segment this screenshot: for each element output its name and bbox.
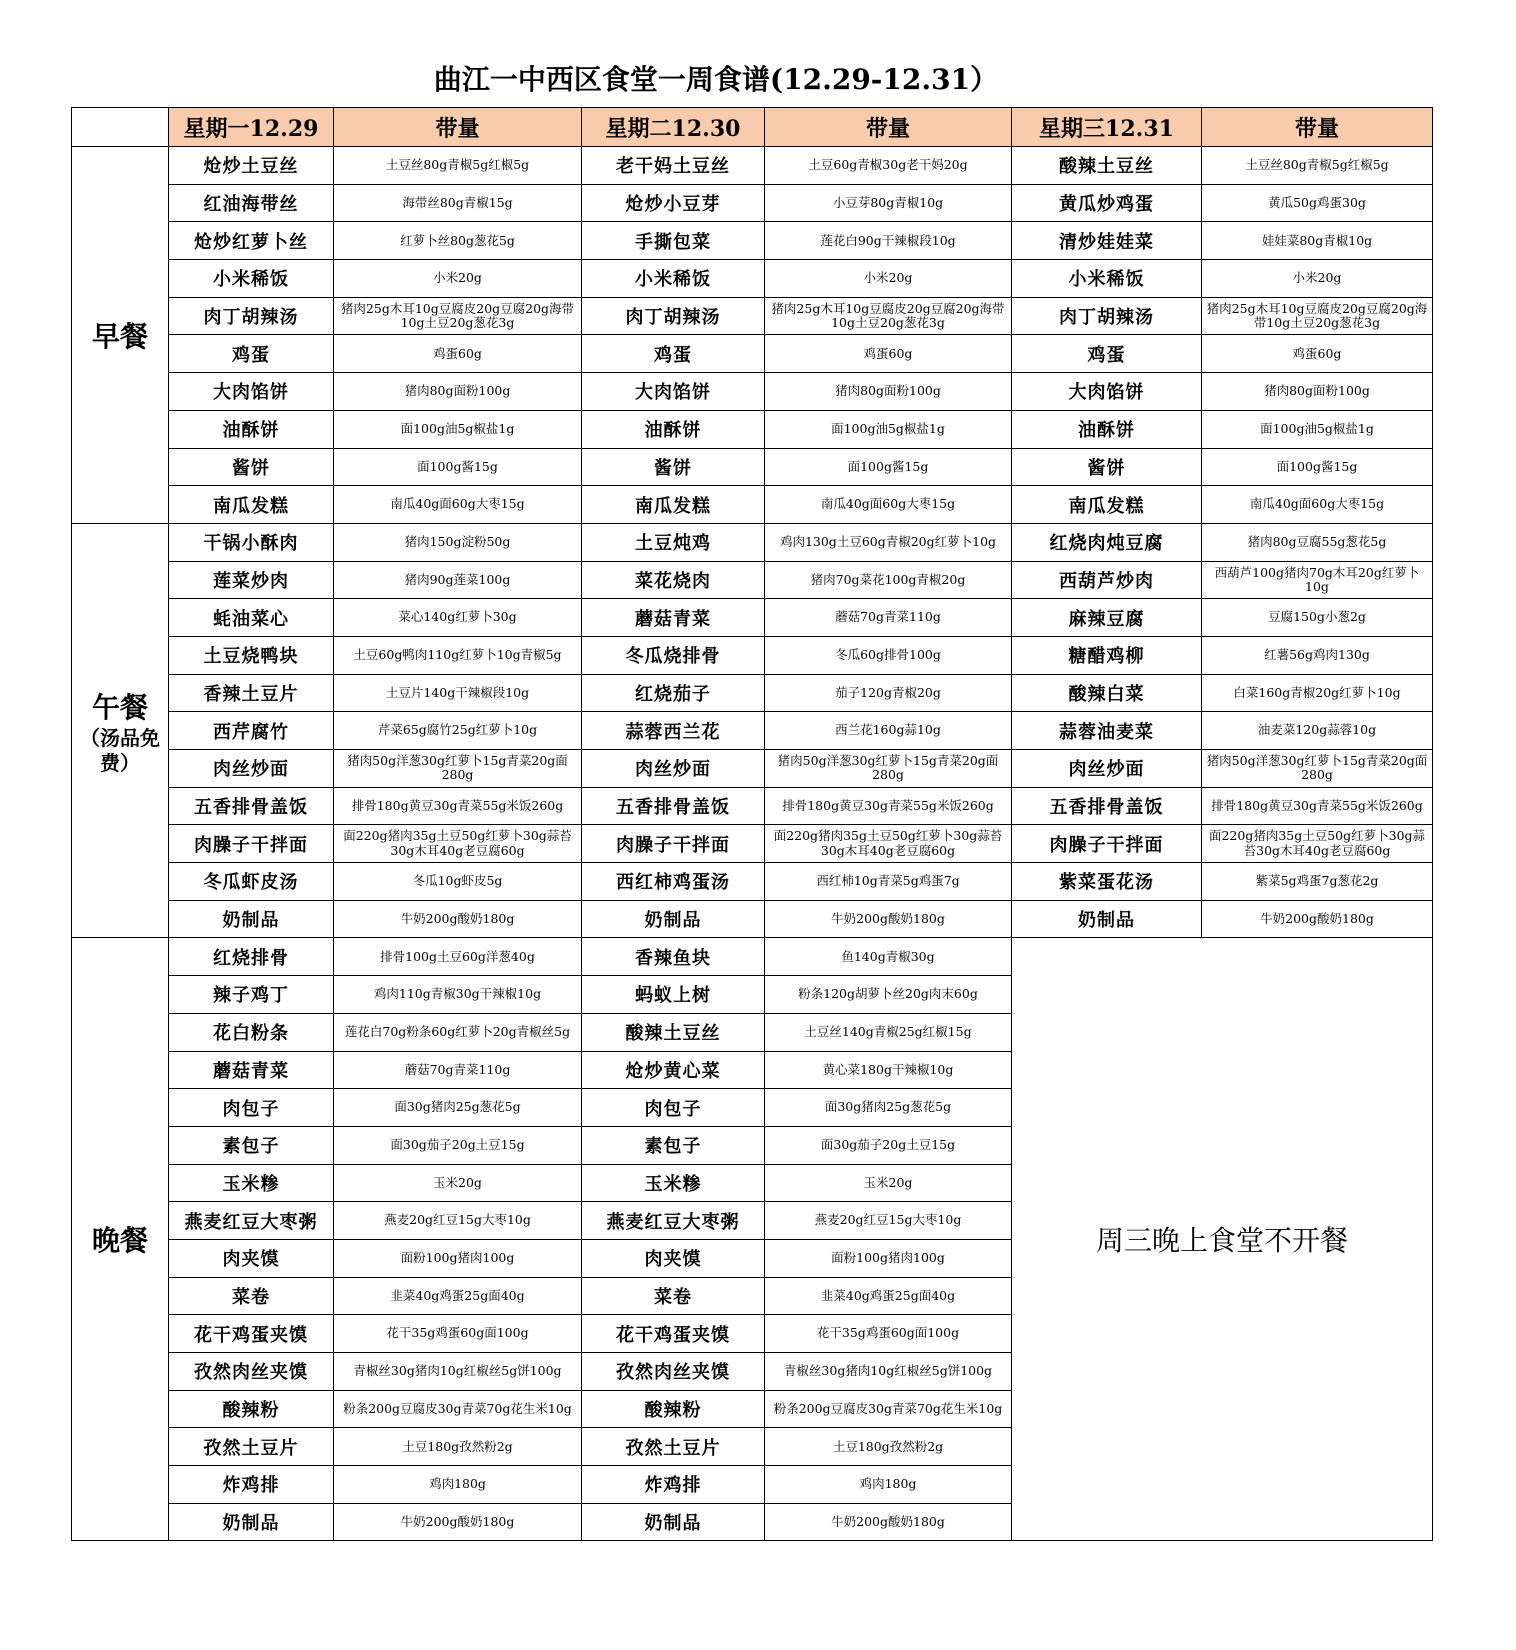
dish-quantity: 牛奶200g酸奶180g xyxy=(334,900,582,938)
dish-name: 奶制品 xyxy=(169,1503,334,1541)
dish-name: 小米稀饭 xyxy=(582,260,765,298)
dish-name: 炝炒黄心菜 xyxy=(582,1051,765,1089)
dish-name: 鸡蛋 xyxy=(582,335,765,373)
dish-quantity: 猪肉150g淀粉50g xyxy=(334,523,582,561)
dish-name: 糖醋鸡柳 xyxy=(1012,636,1202,674)
dish-quantity: 花干35g鸡蛋60g面100g xyxy=(334,1315,582,1353)
dish-name: 酸辣粉 xyxy=(169,1390,334,1428)
dish-quantity: 玉米20g xyxy=(765,1164,1012,1202)
dish-quantity: 猪肉80g面粉100g xyxy=(1202,373,1433,411)
dish-name: 西葫芦炒肉 xyxy=(1012,561,1202,599)
dish-quantity: 面粉100g猪肉100g xyxy=(765,1239,1012,1277)
dish-name: 鸡蛋 xyxy=(169,335,334,373)
dish-name: 燕麦红豆大枣粥 xyxy=(582,1202,765,1240)
quantity-header: 带量 xyxy=(765,108,1012,147)
lunch-meal-label xyxy=(72,523,169,938)
breakfast-row xyxy=(72,297,1433,335)
day-header: 星期一12.29 xyxy=(169,108,334,147)
dish-name: 老干妈土豆丝 xyxy=(582,147,765,185)
dish-name: 奶制品 xyxy=(582,900,765,938)
dish-name: 肉包子 xyxy=(582,1089,765,1127)
breakfast-row xyxy=(72,147,1433,185)
quantity-header: 带量 xyxy=(334,108,582,147)
dish-quantity: 青椒丝30g猪肉10g红椒丝5g饼100g xyxy=(334,1353,582,1391)
dish-quantity: 花干35g鸡蛋60g面100g xyxy=(765,1315,1012,1353)
dish-quantity: 猪肉80g面粉100g xyxy=(765,373,1012,411)
dish-quantity: 土豆180g孜然粉2g xyxy=(765,1428,1012,1466)
dish-name: 小米稀饭 xyxy=(1012,260,1202,298)
dish-name: 小米稀饭 xyxy=(169,260,334,298)
dish-name: 干锅小酥肉 xyxy=(169,523,334,561)
dish-quantity: 猪肉50g洋葱30g红萝卜15g青菜20g面280g xyxy=(334,750,582,788)
dish-name: 鸡蛋 xyxy=(1012,335,1202,373)
dish-quantity: 燕麦20g红豆15g大枣10g xyxy=(765,1202,1012,1240)
dish-quantity: 土豆丝140g青椒25g红椒15g xyxy=(765,1013,1012,1051)
dish-quantity: 面30g猪肉25g葱花5g xyxy=(334,1089,582,1127)
dish-quantity: 菜心140g红萝卜30g xyxy=(334,599,582,637)
dish-name: 孜然土豆片 xyxy=(582,1428,765,1466)
dish-name: 大肉馅饼 xyxy=(582,373,765,411)
dish-quantity: 土豆180g孜然粉2g xyxy=(334,1428,582,1466)
dinner-meal-label xyxy=(72,938,169,1541)
dish-name: 红烧茄子 xyxy=(582,674,765,712)
dish-name: 油酥饼 xyxy=(169,410,334,448)
dish-name: 炸鸡排 xyxy=(582,1466,765,1504)
dish-name: 花白粉条 xyxy=(169,1013,334,1051)
lunch-row xyxy=(72,636,1433,674)
dish-quantity: 猪肉25g木耳10g豆腐皮20g豆腐20g海带10g土豆20g葱花3g xyxy=(765,297,1012,335)
dish-name: 素包子 xyxy=(169,1126,334,1164)
dish-quantity: 排骨180g黄豆30g青菜55g米饭260g xyxy=(765,787,1012,825)
day-header: 星期三12.31 xyxy=(1012,108,1202,147)
dish-name: 肉丝炒面 xyxy=(169,750,334,788)
dish-name: 玉米糁 xyxy=(582,1164,765,1202)
dish-name: 孜然肉丝夹馍 xyxy=(169,1353,334,1391)
dish-quantity: 鸡蛋60g xyxy=(1202,335,1433,373)
dish-quantity: 土豆60g青椒30g老干妈20g xyxy=(765,147,1012,185)
lunch-row xyxy=(72,674,1433,712)
lunch-row xyxy=(72,787,1433,825)
dish-quantity: 油麦菜120g蒜蓉10g xyxy=(1202,712,1433,750)
dish-name: 菜卷 xyxy=(582,1277,765,1315)
lunch-row xyxy=(72,561,1433,599)
lunch-note: （汤品免费） xyxy=(80,725,160,775)
dish-quantity: 鸡肉130g土豆60g青椒20g红萝卜10g xyxy=(765,523,1012,561)
dish-quantity: 鸡肉110g青椒30g干辣椒10g xyxy=(334,976,582,1014)
dish-quantity: 芹菜65g腐竹25g红萝卜10g xyxy=(334,712,582,750)
dish-quantity: 土豆丝80g青椒5g红椒5g xyxy=(334,147,582,185)
dish-quantity: 粉条200g豆腐皮30g青菜70g花生米10g xyxy=(334,1390,582,1428)
dish-name: 清炒娃娃菜 xyxy=(1012,222,1202,260)
page-title: 曲江一中西区食堂一周食谱(12.29-12.31） xyxy=(433,63,999,96)
dish-quantity: 青椒丝30g猪肉10g红椒丝5g饼100g xyxy=(765,1353,1012,1391)
lunch-row xyxy=(72,523,1433,561)
breakfast-row xyxy=(72,486,1433,524)
dish-quantity: 南瓜40g面60g大枣15g xyxy=(334,486,582,524)
dish-quantity: 鸡蛋60g xyxy=(765,335,1012,373)
dish-quantity: 面220g猪肉35g土豆50g红萝卜30g蒜苔30g木耳40g老豆腐60g xyxy=(334,825,582,863)
dish-quantity: 小米20g xyxy=(765,260,1012,298)
dish-quantity: 面100g酱15g xyxy=(765,448,1012,486)
dish-name: 蒜蓉油麦菜 xyxy=(1012,712,1202,750)
dish-quantity: 牛奶200g酸奶180g xyxy=(1202,900,1433,938)
dish-name: 土豆烧鸭块 xyxy=(169,636,334,674)
dish-name: 大肉馅饼 xyxy=(169,373,334,411)
dish-quantity: 南瓜40g面60g大枣15g xyxy=(1202,486,1433,524)
dish-name: 肉臊子干拌面 xyxy=(582,825,765,863)
menu-table xyxy=(71,107,1433,1541)
breakfast-meal-label xyxy=(72,147,169,524)
dish-name: 冬瓜虾皮汤 xyxy=(169,863,334,901)
dish-quantity: 排骨180g黄豆30g青菜55g米饭260g xyxy=(1202,787,1433,825)
dish-name: 花干鸡蛋夹馍 xyxy=(582,1315,765,1353)
lunch-row xyxy=(72,863,1433,901)
dish-quantity: 牛奶200g酸奶180g xyxy=(334,1503,582,1541)
lunch-row xyxy=(72,750,1433,788)
dish-name: 炝炒土豆丝 xyxy=(169,147,334,185)
lunch-row xyxy=(72,712,1433,750)
dish-quantity: 小米20g xyxy=(1202,260,1433,298)
dish-quantity: 冬瓜10g虾皮5g xyxy=(334,863,582,901)
dish-quantity: 面220g猪肉35g土豆50g红萝卜30g蒜苔30g木耳40g老豆腐60g xyxy=(1202,825,1433,863)
dish-name: 西红柿鸡蛋汤 xyxy=(582,863,765,901)
dish-name: 香辣鱼块 xyxy=(582,938,765,976)
dish-quantity: 面30g茄子20g土豆15g xyxy=(334,1126,582,1164)
breakfast-label: 早餐 xyxy=(91,319,148,353)
dish-name: 南瓜发糕 xyxy=(169,486,334,524)
breakfast-row xyxy=(72,373,1433,411)
dish-quantity: 小米20g xyxy=(334,260,582,298)
dish-name: 肉丁胡辣汤 xyxy=(1012,297,1202,335)
lunch-row xyxy=(72,599,1433,637)
dish-name: 西芹腐竹 xyxy=(169,712,334,750)
dish-name: 燕麦红豆大枣粥 xyxy=(169,1202,334,1240)
dish-quantity: 猪肉25g木耳10g豆腐皮20g豆腐20g海带10g土豆20g葱花3g xyxy=(1202,297,1433,335)
dish-name: 红烧肉炖豆腐 xyxy=(1012,523,1202,561)
dish-name: 酸辣白菜 xyxy=(1012,674,1202,712)
dish-quantity: 面30g茄子20g土豆15g xyxy=(765,1126,1012,1164)
dish-quantity: 西兰花160g蒜10g xyxy=(765,712,1012,750)
dish-name: 奶制品 xyxy=(1012,900,1202,938)
breakfast-row xyxy=(72,410,1433,448)
dish-name: 肉臊子干拌面 xyxy=(169,825,334,863)
breakfast-row xyxy=(72,184,1433,222)
dish-name: 孜然肉丝夹馍 xyxy=(582,1353,765,1391)
dish-quantity: 紫菜5g鸡蛋7g葱花2g xyxy=(1202,863,1433,901)
dish-quantity: 莲花白90g干辣椒段10g xyxy=(765,222,1012,260)
day-header: 星期二12.30 xyxy=(582,108,765,147)
dish-quantity: 面220g猪肉35g土豆50g红萝卜30g蒜苔30g木耳40g老豆腐60g xyxy=(765,825,1012,863)
dinner-label: 晚餐 xyxy=(91,1224,148,1258)
dish-quantity: 红薯56g鸡肉130g xyxy=(1202,636,1433,674)
dish-quantity: 排骨100g土豆60g洋葱40g xyxy=(334,938,582,976)
dish-quantity: 粉条200g豆腐皮30g青菜70g花生米10g xyxy=(765,1390,1012,1428)
dish-quantity: 冬瓜60g排骨100g xyxy=(765,636,1012,674)
dish-quantity: 西红柿10g青菜5g鸡蛋7g xyxy=(765,863,1012,901)
dish-quantity: 鸡肉180g xyxy=(765,1466,1012,1504)
dish-quantity: 猪肉25g木耳10g豆腐皮20g豆腐20g海带10g土豆20g葱花3g xyxy=(334,297,582,335)
dish-quantity: 红萝卜丝80g葱花5g xyxy=(334,222,582,260)
dish-name: 蘑菇青菜 xyxy=(582,599,765,637)
dish-name: 五香排骨盖饭 xyxy=(582,787,765,825)
dish-name: 蘑菇青菜 xyxy=(169,1051,334,1089)
dish-name: 紫菜蛋花汤 xyxy=(1012,863,1202,901)
dish-name: 酱饼 xyxy=(1012,448,1202,486)
dish-quantity: 娃娃菜80g青椒10g xyxy=(1202,222,1433,260)
dish-name: 肉夹馍 xyxy=(582,1239,765,1277)
dish-name: 冬瓜烧排骨 xyxy=(582,636,765,674)
dish-quantity: 燕麦20g红豆15g大枣10g xyxy=(334,1202,582,1240)
dish-name: 酸辣土豆丝 xyxy=(582,1013,765,1051)
lunch-row xyxy=(72,900,1433,938)
dish-quantity: 面100g油5g椒盐1g xyxy=(1202,410,1433,448)
dish-name: 花干鸡蛋夹馍 xyxy=(169,1315,334,1353)
lunch-row xyxy=(72,825,1433,863)
dish-name: 五香排骨盖饭 xyxy=(1012,787,1202,825)
dish-quantity: 小豆芽80g青椒10g xyxy=(765,184,1012,222)
dish-quantity: 鸡蛋60g xyxy=(334,335,582,373)
dish-quantity: 粉条120g胡萝卜丝20g肉末60g xyxy=(765,976,1012,1014)
closed-notice: 周三晚上食堂不开餐 xyxy=(1012,938,1433,1541)
dish-name: 辣子鸡丁 xyxy=(169,976,334,1014)
dish-name: 红油海带丝 xyxy=(169,184,334,222)
breakfast-row xyxy=(72,260,1433,298)
dish-quantity: 面100g酱15g xyxy=(334,448,582,486)
dish-quantity: 韭菜40g鸡蛋25g面40g xyxy=(765,1277,1012,1315)
dish-quantity: 鸡肉180g xyxy=(334,1466,582,1504)
dish-name: 黄瓜炒鸡蛋 xyxy=(1012,184,1202,222)
dish-name: 肉夹馍 xyxy=(169,1239,334,1277)
dish-name: 肉包子 xyxy=(169,1089,334,1127)
dish-quantity: 土豆丝80g青椒5g红椒5g xyxy=(1202,147,1433,185)
dish-quantity: 猪肉50g洋葱30g红萝卜15g青菜20g面280g xyxy=(765,750,1012,788)
breakfast-row xyxy=(72,448,1433,486)
breakfast-row xyxy=(72,222,1433,260)
dish-quantity: 蘑菇70g青菜110g xyxy=(334,1051,582,1089)
dish-name: 蚂蚁上树 xyxy=(582,976,765,1014)
dish-name: 酸辣粉 xyxy=(582,1390,765,1428)
dish-name: 酸辣土豆丝 xyxy=(1012,147,1202,185)
dish-name: 肉臊子干拌面 xyxy=(1012,825,1202,863)
dish-quantity: 面粉100g猪肉100g xyxy=(334,1239,582,1277)
dish-quantity: 玉米20g xyxy=(334,1164,582,1202)
dish-quantity: 鱼140g青椒30g xyxy=(765,938,1012,976)
dish-name: 油酥饼 xyxy=(1012,410,1202,448)
header-corner-cell xyxy=(72,108,169,147)
dish-name: 莲菜炒肉 xyxy=(169,561,334,599)
dish-name: 孜然土豆片 xyxy=(169,1428,334,1466)
lunch-label: 午餐 xyxy=(91,690,148,724)
dish-quantity: 面100g油5g椒盐1g xyxy=(765,410,1012,448)
dish-quantity: 猪肉50g洋葱30g红萝卜15g青菜20g面280g xyxy=(1202,750,1433,788)
dish-quantity: 猪肉80g面粉100g xyxy=(334,373,582,411)
dish-name: 土豆炖鸡 xyxy=(582,523,765,561)
dish-quantity: 面100g油5g椒盐1g xyxy=(334,410,582,448)
dish-name: 炝炒小豆芽 xyxy=(582,184,765,222)
dish-name: 肉丝炒面 xyxy=(1012,750,1202,788)
dish-name: 香辣土豆片 xyxy=(169,674,334,712)
dish-quantity: 猪肉70g菜花100g青椒20g xyxy=(765,561,1012,599)
dish-name: 玉米糁 xyxy=(169,1164,334,1202)
dish-name: 麻辣豆腐 xyxy=(1012,599,1202,637)
dinner-row xyxy=(72,938,1433,976)
dish-name: 酱饼 xyxy=(169,448,334,486)
dish-name: 炸鸡排 xyxy=(169,1466,334,1504)
dish-name: 奶制品 xyxy=(582,1503,765,1541)
dish-quantity: 猪肉90g莲菜100g xyxy=(334,561,582,599)
dish-name: 手撕包菜 xyxy=(582,222,765,260)
dish-quantity: 土豆60g鸭肉110g红萝卜10g青椒5g xyxy=(334,636,582,674)
dish-name: 大肉馅饼 xyxy=(1012,373,1202,411)
dish-name: 红烧排骨 xyxy=(169,938,334,976)
dish-quantity: 韭菜40g鸡蛋25g面40g xyxy=(334,1277,582,1315)
dish-quantity: 茄子120g青椒20g xyxy=(765,674,1012,712)
dish-quantity: 白菜160g青椒20g红萝卜10g xyxy=(1202,674,1433,712)
dish-quantity: 蘑菇70g青菜110g xyxy=(765,599,1012,637)
dish-quantity: 猪肉80g豆腐55g葱花5g xyxy=(1202,523,1433,561)
dish-name: 菜卷 xyxy=(169,1277,334,1315)
dish-quantity: 黄心菜180g干辣椒10g xyxy=(765,1051,1012,1089)
dish-quantity: 排骨180g黄豆30g青菜55g米饭260g xyxy=(334,787,582,825)
dish-name: 素包子 xyxy=(582,1126,765,1164)
dish-name: 奶制品 xyxy=(169,900,334,938)
dish-name: 南瓜发糕 xyxy=(582,486,765,524)
dish-name: 肉丁胡辣汤 xyxy=(169,297,334,335)
quantity-header: 带量 xyxy=(1202,108,1433,147)
dish-name: 蚝油菜心 xyxy=(169,599,334,637)
dish-name: 菜花烧肉 xyxy=(582,561,765,599)
dish-quantity: 南瓜40g面60g大枣15g xyxy=(765,486,1012,524)
dish-quantity: 豆腐150g小葱2g xyxy=(1202,599,1433,637)
dish-quantity: 牛奶200g酸奶180g xyxy=(765,1503,1012,1541)
dish-name: 肉丁胡辣汤 xyxy=(582,297,765,335)
dish-name: 炝炒红萝卜丝 xyxy=(169,222,334,260)
dish-quantity: 面100g酱15g xyxy=(1202,448,1433,486)
dish-quantity: 牛奶200g酸奶180g xyxy=(765,900,1012,938)
dish-name: 五香排骨盖饭 xyxy=(169,787,334,825)
dish-quantity: 土豆片140g干辣椒段10g xyxy=(334,674,582,712)
dish-name: 蒜蓉西兰花 xyxy=(582,712,765,750)
breakfast-row xyxy=(72,335,1433,373)
dish-quantity: 莲花白70g粉条60g红萝卜20g青椒丝5g xyxy=(334,1013,582,1051)
dish-name: 南瓜发糕 xyxy=(1012,486,1202,524)
dish-quantity: 海带丝80g青椒15g xyxy=(334,184,582,222)
dish-name: 肉丝炒面 xyxy=(582,750,765,788)
dish-name: 酱饼 xyxy=(582,448,765,486)
dish-quantity: 面30g猪肉25g葱花5g xyxy=(765,1089,1012,1127)
dish-name: 油酥饼 xyxy=(582,410,765,448)
dish-quantity: 黄瓜50g鸡蛋30g xyxy=(1202,184,1433,222)
header-row xyxy=(72,108,1433,147)
dish-quantity: 西葫芦100g猪肉70g木耳20g红萝卜10g xyxy=(1202,561,1433,599)
